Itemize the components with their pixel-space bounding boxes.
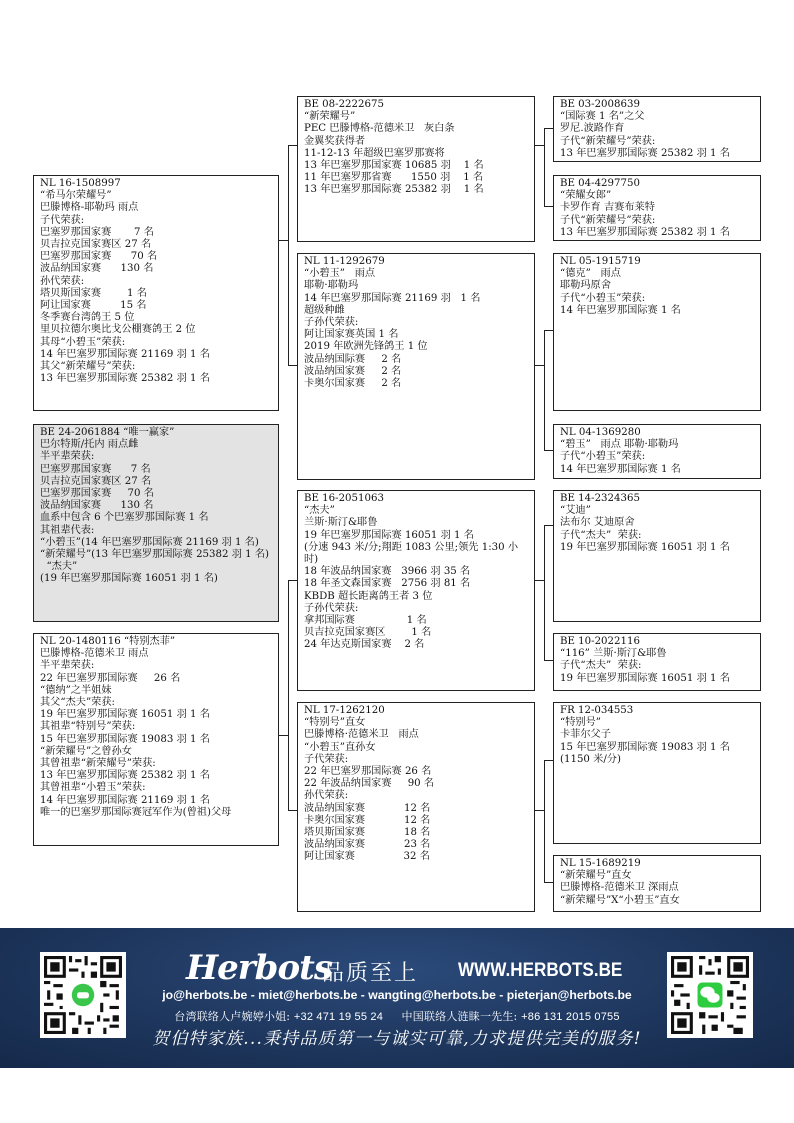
pedigree-line: “新荣耀号”(13 年巴塞罗那国际赛 25382 羽 1 名) <box>40 549 270 561</box>
pedigree-line: 巴滕博格-范德米卫 雨点 <box>40 648 149 660</box>
pedigree-line: “德克” 雨点 <box>560 268 621 280</box>
pedigree-line: 18 年圣文森国家赛 2756 羽 81 名 <box>304 578 471 590</box>
connector <box>288 145 289 365</box>
pedigree-line: 贝吉拉克国家赛区 27 名 <box>40 475 152 487</box>
pedigree-line: “希马尔荣耀号” <box>40 190 112 202</box>
pedigree-line: “新荣耀号”直女 <box>560 870 632 882</box>
pedigree-line: BE 08-2222675 <box>304 99 384 110</box>
pedigree-line: 巴塞罗那国家赛 70 名 <box>40 251 158 263</box>
pedigree-line: 半平辈荣获: <box>40 660 95 672</box>
pedigree-line: 13 年巴塞罗那国际赛 25382 羽 1 名 <box>560 147 730 159</box>
pedigree-line: “特别号”直女 <box>304 717 366 729</box>
pedigree-line: 子代“杰夫” 荣获: <box>560 529 642 541</box>
connector <box>535 145 544 146</box>
pedigree-line: 子代“小碧玉”荣获: <box>560 292 646 304</box>
pedigree-line: KBDB 超长距离鸽王者 3 位 <box>304 590 433 602</box>
sire-sire-dam-card <box>553 175 761 241</box>
pedigree-line: BE 14-2324365 <box>560 493 640 504</box>
website-link[interactable]: WWW.HERBOTS.BE <box>458 960 623 981</box>
pedigree-line: 孙代荣获: <box>40 275 85 287</box>
sire-card <box>33 175 279 411</box>
pedigree-line: 金翼奖获得者 <box>304 135 366 147</box>
pedigree-line: 14 年巴塞罗那国际赛 21169 羽 1 名 <box>304 292 481 304</box>
herbots-logo[interactable]: Herbots <box>186 948 332 988</box>
pedigree-line: 巴塞罗那国家赛 7 名 <box>40 226 154 238</box>
pedigree-line: 子代“新荣耀号”荣获: <box>560 135 656 147</box>
pedigree-line: “新荣耀号” <box>304 111 356 123</box>
pedigree-line: 唯一的巴塞罗那国际赛冠军作为(曾祖)父母 <box>40 806 232 818</box>
sire-dam-dam-card <box>553 424 761 479</box>
pedigree-line: 15 年巴塞罗那国际赛 19083 羽 1 名 <box>560 741 730 753</box>
pedigree-line: 11 年巴塞罗那省赛 1550 羽 1 名 <box>304 172 484 184</box>
pedigree-line: 24 年达克斯国家赛 2 名 <box>304 639 425 651</box>
pedigree-line: 超级种雌 <box>304 304 345 316</box>
pedigree-line: 22 年巴塞罗那国际赛 26 名 <box>40 672 181 684</box>
pedigree-line: 卡奥尔国家赛 12 名 <box>304 814 431 826</box>
connector <box>544 525 545 660</box>
brand-row <box>186 948 623 988</box>
connector <box>535 365 544 366</box>
pedigree-line: 15 年巴塞罗那国际赛 19083 羽 1 名 <box>40 733 210 745</box>
pedigree-line: 塔贝斯国家赛 1 名 <box>40 287 147 299</box>
pedigree-line: “新荣耀号”之曾孙女 <box>40 745 132 757</box>
pedigree-line: 法布尔 艾迪原舍 <box>560 517 635 529</box>
pedigree-line: 13 年巴塞罗那国家赛 10685 羽 1 名 <box>304 160 484 172</box>
connector <box>544 128 545 206</box>
pedigree-line: 波品纳国家赛 23 名 <box>304 839 431 851</box>
pedigree-line: 波品纳国家赛 2 名 <box>304 365 402 377</box>
pedigree-line: 13 年巴塞罗那国际赛 25382 羽 1 名 <box>40 373 210 385</box>
pedigree-line: 血系中包含 6 个巴塞罗那国际赛 1 名 <box>40 512 209 524</box>
pedigree-line: 巴滕博格-范德米卫 深雨点 <box>560 882 679 894</box>
pedigree-line: 孙代荣获: <box>304 790 349 802</box>
pedigree-line: 其祖辈“特别号”荣获: <box>40 721 136 733</box>
pedigree-line: 子代荣获: <box>40 214 85 226</box>
connector <box>544 330 553 331</box>
connector <box>535 580 544 581</box>
pedigree-line: 19 年巴塞罗那国际赛 16051 羽 1 名 <box>304 529 474 541</box>
pedigree-line: “碧玉” 雨点 耶勒·耶勒玛 <box>560 439 679 451</box>
pedigree-line: 巴塞罗那国家赛 70 名 <box>40 488 154 500</box>
pedigree-line: 14 年巴塞罗那国际赛 21169 羽 1 名 <box>40 348 210 360</box>
brand-slogan: 品质至上 <box>322 961 419 986</box>
pedigree-line: NL 05-1915719 <box>560 256 641 267</box>
footer-banner <box>0 928 794 1068</box>
connector <box>278 240 288 241</box>
pedigree-line: 巴塞罗那国家赛 7 名 <box>40 463 151 475</box>
pedigree-line: 18 年波品纳国家赛 3966 羽 35 名 <box>304 566 471 578</box>
dam-dam-sire-card <box>553 702 761 844</box>
pedigree-line: 2019 年欧洲先锋鸽王 1 位 <box>304 341 428 353</box>
pedigree-line: 里贝拉德尔奥比戈公棚赛鸽王 2 位 <box>40 324 196 336</box>
sire-sire-card <box>297 96 535 242</box>
connector <box>544 525 553 526</box>
pedigree-line: NL 04-1369280 <box>560 427 641 438</box>
pedigree-line: “德纳”之半姐妹 <box>40 684 112 696</box>
pedigree-line: FR 12-034553 <box>560 705 634 716</box>
taiwan-contact-label: 台湾联络人卢婉婷小姐: <box>174 1010 291 1023</box>
sire-dam-card <box>297 253 535 480</box>
connector <box>544 128 553 129</box>
pedigree-line: 13 年巴塞罗那国际赛 25382 羽 1 名 <box>40 770 210 782</box>
dam-dam-card <box>297 702 535 912</box>
pedigree-line: BE 10-2022116 <box>560 636 640 647</box>
pedigree-line: 卡菲尔父子 <box>560 729 611 741</box>
pedigree-line: “小碧玉”(14 年巴塞罗那国际赛 21169 羽 1 名) <box>40 536 259 548</box>
pedigree-line: 波品纳国家赛 130 名 <box>40 500 154 512</box>
pedigree-line: 卡罗作育 吉赛布莱特 <box>560 202 655 214</box>
pedigree-line: 巴尔特斯/托内 雨点雌 <box>40 439 139 451</box>
pedigree-line: “特别号” <box>560 717 601 729</box>
qr-code-right-graphic <box>671 956 749 1034</box>
pedigree-line: “小碧玉”直孙女 <box>304 741 376 753</box>
qr-code-wechat[interactable] <box>667 952 753 1038</box>
connector <box>544 882 553 883</box>
pedigree-line: 耶勒玛原舍 <box>560 280 611 292</box>
pedigree-line: 耶勒·耶勒玛 <box>304 280 359 292</box>
pedigree-line: 其父“新荣耀号”荣获: <box>40 361 136 373</box>
pedigree-line: 冬季赛台湾鸽王 5 位 <box>40 312 135 324</box>
connector <box>544 330 545 450</box>
pedigree-line: 其父“杰夫”荣获: <box>40 697 115 709</box>
pedigree-line: NL 15-1689219 <box>560 858 641 869</box>
pedigree-line: 19 年巴塞罗那国际赛 16051 羽 1 名 <box>560 541 730 553</box>
dam-dam-dam-card <box>553 855 761 912</box>
pedigree-line: 波品纳国家赛 130 名 <box>40 263 154 275</box>
connector <box>544 206 553 207</box>
pedigree-line: 子孙代荣获: <box>304 317 359 329</box>
pedigree-line: “新荣耀号”X“小碧玉”直女 <box>560 894 680 906</box>
pedigree-line: NL 16-1508997 <box>40 178 121 189</box>
pedigree-line: “116” 兰斯·斯汀&耶鲁 <box>560 648 667 660</box>
pedigree-line: 半平辈荣获: <box>40 451 95 463</box>
company-motto: 贺伯特家族...秉持品质第一与诚实可靠,力求提供完美的服务! <box>152 1029 642 1049</box>
pedigree-line: (分速 943 米/分;翔距 1083 公里;领先 1:30 小时) <box>304 541 519 566</box>
sire-dam-sire-card <box>553 253 761 411</box>
pedigree-line: 巴滕博格-耶勒玛 雨点 <box>40 202 139 214</box>
pedigree-line: NL 20-1480116 “特别杰菲” <box>40 636 176 647</box>
pedigree-line: 13 年巴塞罗那国际赛 25382 羽 1 名 <box>560 226 730 238</box>
taiwan-contact-phone[interactable]: +32 471 19 55 24 <box>293 1011 384 1023</box>
pedigree-line: “杰夫” <box>40 561 78 573</box>
pedigree-line: 19 年巴塞罗那国际赛 16051 羽 1 名 <box>40 709 210 721</box>
pedigree-line: 卡奥尔国家赛 2 名 <box>304 378 402 390</box>
pedigree-line: “艾迪” <box>560 505 591 517</box>
pedigree-line: 阿让国家赛 15 名 <box>40 300 147 312</box>
pedigree-line: 其母“小碧玉”荣获: <box>40 336 126 348</box>
pedigree-line: 子代“新荣耀号”荣获: <box>560 214 656 226</box>
pedigree-line: 其祖辈代表: <box>40 524 95 536</box>
connector <box>535 810 544 811</box>
pedigree-line: “国际赛 1 名”之父 <box>560 111 645 123</box>
pedigree-line: 贝吉拉克国家赛区 27 名 <box>40 239 152 251</box>
pedigree-line: 14 年巴塞罗那国际赛 21169 羽 1 名 <box>40 794 210 806</box>
pedigree-line: 22 年波品纳国家赛 90 名 <box>304 778 435 790</box>
connector <box>278 735 288 736</box>
pedigree-line: “杰夫” <box>304 505 335 517</box>
pedigree-line: BE 24-2061884 “唯一赢家” <box>40 427 175 438</box>
dam-sire-sire-card <box>553 490 761 622</box>
email-addresses[interactable]: jo@herbots.be - miet@herbots.be - wangting@herbots.be - pieterjan@herbots.be <box>162 988 632 1002</box>
pedigree-line: 子代“小碧玉”荣获: <box>560 451 646 463</box>
dam-sire-card <box>297 490 535 691</box>
connector <box>544 450 553 451</box>
pedigree-line: 罗尼.波路作育 <box>560 123 625 135</box>
sire-sire-sire-card <box>553 96 761 162</box>
pedigree-line: 22 年巴塞罗那国际赛 26 名 <box>304 766 432 778</box>
wechat-icon <box>698 983 723 1008</box>
pedigree-line: 贝吉拉克国家赛区 1 名 <box>304 627 432 639</box>
pedigree-line: “荣耀女郎” <box>560 190 612 202</box>
pedigree-line: 塔贝斯国家赛 18 名 <box>304 827 431 839</box>
pedigree-line: BE 03-2008639 <box>560 99 640 110</box>
connector <box>544 660 553 661</box>
pedigree-line: 子代“杰夫” 荣获: <box>560 660 642 672</box>
pedigree-line: 兰斯·斯汀&耶鲁 <box>304 517 378 529</box>
pedigree-line: 子代荣获: <box>304 753 349 765</box>
pedigree-line: 14 年巴塞罗那国际赛 1 名 <box>560 304 681 316</box>
dam-sire-dam-card <box>553 633 761 691</box>
pedigree-line: NL 11-1292679 <box>304 256 385 267</box>
pedigree-line: 拿邦国际赛 1 名 <box>304 615 427 627</box>
pedigree-line: 其曾祖辈“小碧玉”荣获: <box>40 782 146 794</box>
subject-card <box>33 424 279 622</box>
connector <box>544 760 545 882</box>
pedigree-line: 其曾祖辈“新荣耀号”荣获: <box>40 758 156 770</box>
pedigree-line: 13 年巴塞罗那国际赛 25382 羽 1 名 <box>304 184 484 196</box>
pedigree-line: BE 16-2051063 <box>304 493 384 504</box>
pedigree-line: 14 年巴塞罗那国际赛 1 名 <box>560 463 681 475</box>
pedigree-line: “小碧玉” 雨点 <box>304 268 376 280</box>
pedigree-line: BE 04-4297750 <box>560 178 640 189</box>
china-contact-label: 中国联络人涟睐一先生: <box>401 1010 518 1023</box>
pedigree-line: 11-12-13 年超级巴塞罗那赛将 <box>304 147 445 159</box>
china-contact-phone[interactable]: +86 131 2015 0755 <box>521 1011 620 1023</box>
pedigree-line: 波品纳国家赛 12 名 <box>304 802 431 814</box>
pedigree-line: (19 年巴塞罗那国际赛 16051 羽 1 名) <box>40 573 218 585</box>
pedigree-line: 阿让国家赛英国 1 名 <box>304 329 399 341</box>
pedigree-line: 子孙代荣获: <box>304 602 359 614</box>
pedigree-line: (1150 米/分) <box>560 753 621 765</box>
dam-card <box>33 633 279 846</box>
pedigree-line: 19 年巴塞罗那国际赛 16051 羽 1 名 <box>560 672 730 684</box>
pedigree-line: 阿让国家赛 32 名 <box>304 851 430 863</box>
connector <box>544 760 553 761</box>
pedigree-line: 波品纳国际赛 2 名 <box>304 353 402 365</box>
connector <box>288 580 289 810</box>
pedigree-line: 巴滕博格·范德米卫 雨点 <box>304 729 419 741</box>
pedigree-line: PEC 巴滕博格-范德米卫 灰白条 <box>304 123 455 135</box>
pedigree-line: NL 17-1262120 <box>304 705 385 716</box>
